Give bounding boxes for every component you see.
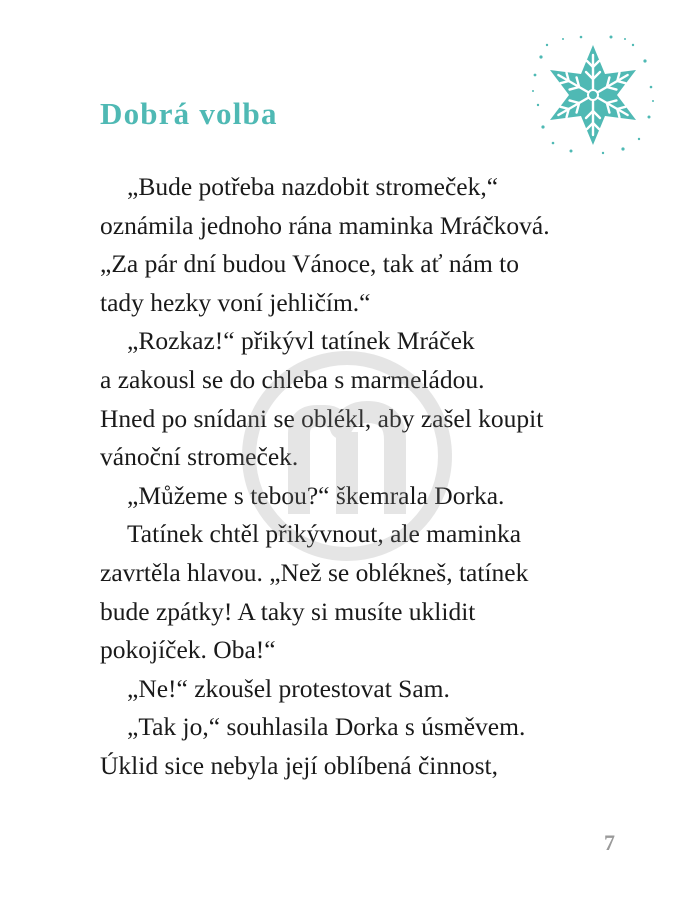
text-line: Úklid sice nebyla její oblíbená činnost, — [100, 750, 498, 780]
chapter-title: Dobrá volba — [100, 96, 278, 131]
text-line: „Tak jo,“ souhlasila Dorka s úsměvem. — [127, 712, 526, 742]
text-line: zavrtěla hlavou. „Než se oblékneš, tatínek — [100, 557, 529, 587]
text-line: vánoční stromeček. — [100, 442, 299, 472]
text-line: „Ne!“ zkoušel protestovat Sam. — [127, 673, 450, 703]
chapter-body — [100, 168, 640, 786]
text-line: Tatínek chtěl přikývnout, ale maminka — [127, 519, 522, 549]
text-line: „Můžeme s tebou?“ škemrala Dorka. — [127, 480, 505, 510]
page-number: 7 — [604, 830, 615, 855]
snowflake-icon — [528, 30, 658, 160]
text-line: „Za pár dní budou Vánoce, tak ať nám to — [100, 249, 519, 279]
text-line: bude zpátky! A taky si musíte uklidit — [100, 596, 476, 626]
text-line: tady hezky voní jehličím.“ — [100, 287, 371, 317]
text-line: oznámila jednoho rána maminka Mráčková. — [100, 210, 550, 240]
text-line: „Bude potřeba nazdobit stromeček,“ — [127, 172, 499, 201]
text-line: pokojíček. Oba!“ — [100, 635, 276, 665]
text-line: „Rozkaz!“ přikývl tatínek Mráček — [127, 326, 475, 356]
text-line: Hned po snídani se oblékl, aby zašel koupit — [100, 403, 544, 433]
text-line: a zakousl se do chleba s marmeládou. — [100, 364, 485, 394]
